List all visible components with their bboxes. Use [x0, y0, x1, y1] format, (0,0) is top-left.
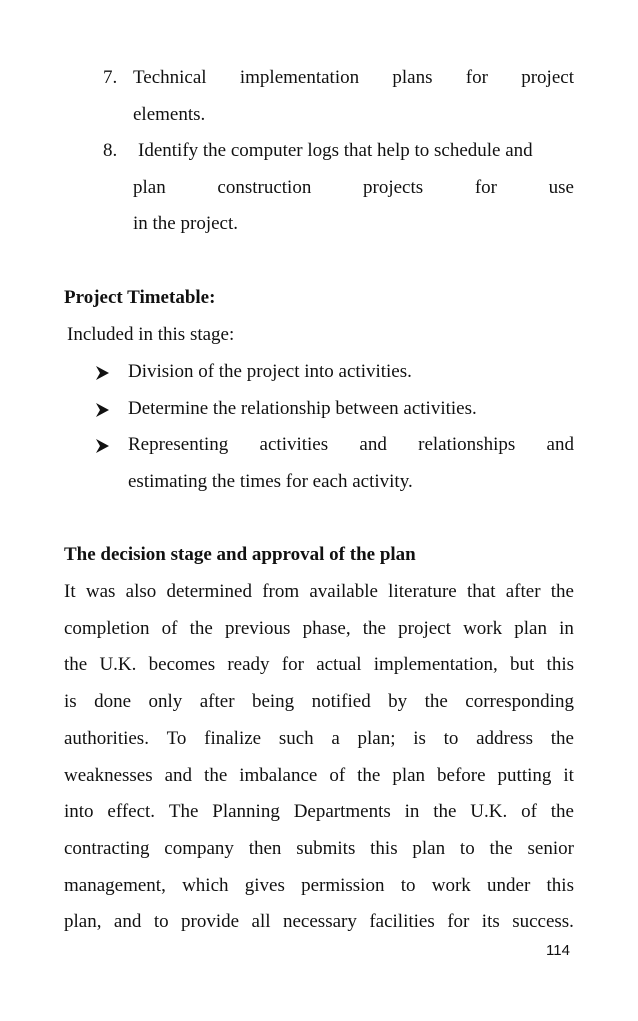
- section-heading-timetable: Project Timetable:: [64, 287, 216, 308]
- word: and: [546, 434, 574, 455]
- paragraph-line: [64, 800, 574, 824]
- word: the: [433, 801, 457, 822]
- word: then: [248, 838, 282, 859]
- word: to: [459, 838, 475, 859]
- item-text-line: elements.: [133, 104, 206, 125]
- word: work: [431, 875, 471, 896]
- bullet-text-line: Division of the project into activities.: [128, 361, 412, 382]
- word: is: [413, 728, 426, 749]
- word: work: [463, 618, 503, 639]
- word: ready: [227, 654, 270, 675]
- word: was: [85, 581, 116, 602]
- word: To: [166, 728, 187, 749]
- word: and: [113, 911, 142, 932]
- item-text-line: Identify the computer logs that help to schedule and: [138, 140, 533, 161]
- word: necessary: [283, 911, 357, 932]
- word: plan: [514, 618, 547, 639]
- arrow-bullet-icon: [95, 397, 111, 426]
- word: under: [487, 875, 531, 896]
- word: It: [64, 581, 76, 602]
- word: authorities.: [64, 728, 149, 749]
- word: in: [559, 618, 574, 639]
- word: only: [148, 691, 183, 712]
- word: a: [331, 728, 340, 749]
- paragraph-line: [64, 690, 574, 714]
- word: Representing: [128, 434, 229, 455]
- word: phase,: [302, 618, 351, 639]
- word: construction: [217, 177, 312, 198]
- word: putting: [497, 765, 552, 786]
- word: The: [168, 801, 199, 822]
- item-text-line: in the project.: [133, 213, 238, 234]
- word: the: [550, 581, 574, 602]
- word: after: [199, 691, 235, 712]
- word: Planning: [212, 801, 280, 822]
- bullet-text-line: Determine the relationship between activities.: [128, 398, 477, 419]
- word: the: [550, 801, 574, 822]
- word: implementation,: [373, 654, 498, 675]
- word: success.: [512, 911, 574, 932]
- word: its: [481, 911, 500, 932]
- word: U.K.: [99, 654, 137, 675]
- word: this: [546, 875, 574, 896]
- bullet-text-line: estimating the times for each activity.: [128, 471, 413, 492]
- word: in: [404, 801, 420, 822]
- word: company: [164, 838, 234, 859]
- word: but: [510, 654, 535, 675]
- word: activities: [259, 434, 329, 455]
- word: U.K.: [470, 801, 508, 822]
- word: it: [563, 765, 574, 786]
- word: gives: [244, 875, 285, 896]
- word: by: [388, 691, 408, 712]
- word: the: [424, 691, 448, 712]
- bullet-text-line: [128, 433, 574, 457]
- word: plan: [392, 765, 426, 786]
- word: finalize: [204, 728, 262, 749]
- word: before: [437, 765, 486, 786]
- word: contracting: [64, 838, 150, 859]
- section-heading-decision: The decision stage and approval of the plan: [64, 544, 416, 565]
- timetable-intro: Included in this stage:: [67, 324, 235, 345]
- word: previous: [225, 618, 291, 639]
- word: imbalance: [239, 765, 318, 786]
- word: from: [262, 581, 300, 602]
- word: actual: [316, 654, 362, 675]
- word: the: [189, 618, 213, 639]
- item-text-line: [133, 66, 574, 90]
- word: the: [550, 728, 574, 749]
- word: the: [357, 765, 381, 786]
- word: effect.: [107, 801, 156, 822]
- word: to: [443, 728, 459, 749]
- word: management,: [64, 875, 166, 896]
- word: use: [548, 177, 574, 198]
- paragraph-line: [64, 617, 574, 641]
- arrow-bullet-icon: [95, 433, 111, 462]
- word: corresponding: [465, 691, 574, 712]
- word: the: [204, 765, 228, 786]
- arrow-bullet-icon: [95, 360, 111, 389]
- word: into: [64, 801, 94, 822]
- word: of: [521, 801, 537, 822]
- word: is: [64, 691, 77, 712]
- word: after: [505, 581, 541, 602]
- word: for: [447, 911, 470, 932]
- word: of: [329, 765, 346, 786]
- word: and: [164, 765, 193, 786]
- word: the: [64, 654, 88, 675]
- word: weaknesses: [64, 765, 153, 786]
- word: literature: [388, 581, 457, 602]
- word: plans: [392, 67, 433, 88]
- word: implementation: [239, 67, 360, 88]
- word: becomes: [148, 654, 216, 675]
- word: determined: [166, 581, 252, 602]
- page-number: 114: [546, 942, 570, 959]
- paragraph-line: [64, 727, 574, 751]
- word: done: [94, 691, 132, 712]
- paragraph-line: [64, 910, 574, 934]
- word: senior: [527, 838, 574, 859]
- word: of: [161, 618, 178, 639]
- paragraph-line: [64, 837, 574, 861]
- word: for: [474, 177, 497, 198]
- item-number: 7.: [103, 67, 118, 88]
- word: project: [521, 67, 574, 88]
- word: which: [182, 875, 229, 896]
- word: available: [309, 581, 378, 602]
- word: permission: [301, 875, 385, 896]
- word: also: [125, 581, 157, 602]
- word: to: [153, 911, 169, 932]
- word: project: [398, 618, 451, 639]
- paragraph-line: [64, 653, 574, 677]
- word: this: [546, 654, 574, 675]
- item-number: 8.: [103, 140, 118, 161]
- word: submits: [296, 838, 356, 859]
- word: being: [251, 691, 295, 712]
- word: plan: [133, 177, 166, 198]
- word: all: [251, 911, 271, 932]
- word: facilities: [369, 911, 435, 932]
- paragraph-line: [64, 874, 574, 898]
- word: and: [359, 434, 387, 455]
- paragraph-line: [64, 580, 574, 604]
- item-text-line: [133, 176, 574, 200]
- word: plan;: [357, 728, 396, 749]
- word: Technical: [133, 67, 207, 88]
- word: completion: [64, 618, 150, 639]
- word: that: [466, 581, 496, 602]
- word: for: [465, 67, 488, 88]
- word: plan: [412, 838, 446, 859]
- word: this: [370, 838, 398, 859]
- word: to: [400, 875, 416, 896]
- word: such: [278, 728, 314, 749]
- word: relationships: [418, 434, 516, 455]
- word: provide: [181, 911, 240, 932]
- paragraph-line: [64, 764, 574, 788]
- word: Departments: [293, 801, 391, 822]
- word: projects: [363, 177, 424, 198]
- word: for: [281, 654, 304, 675]
- word: plan,: [64, 911, 102, 932]
- word: notified: [311, 691, 371, 712]
- word: address: [476, 728, 534, 749]
- word: the: [489, 838, 513, 859]
- word: the: [362, 618, 386, 639]
